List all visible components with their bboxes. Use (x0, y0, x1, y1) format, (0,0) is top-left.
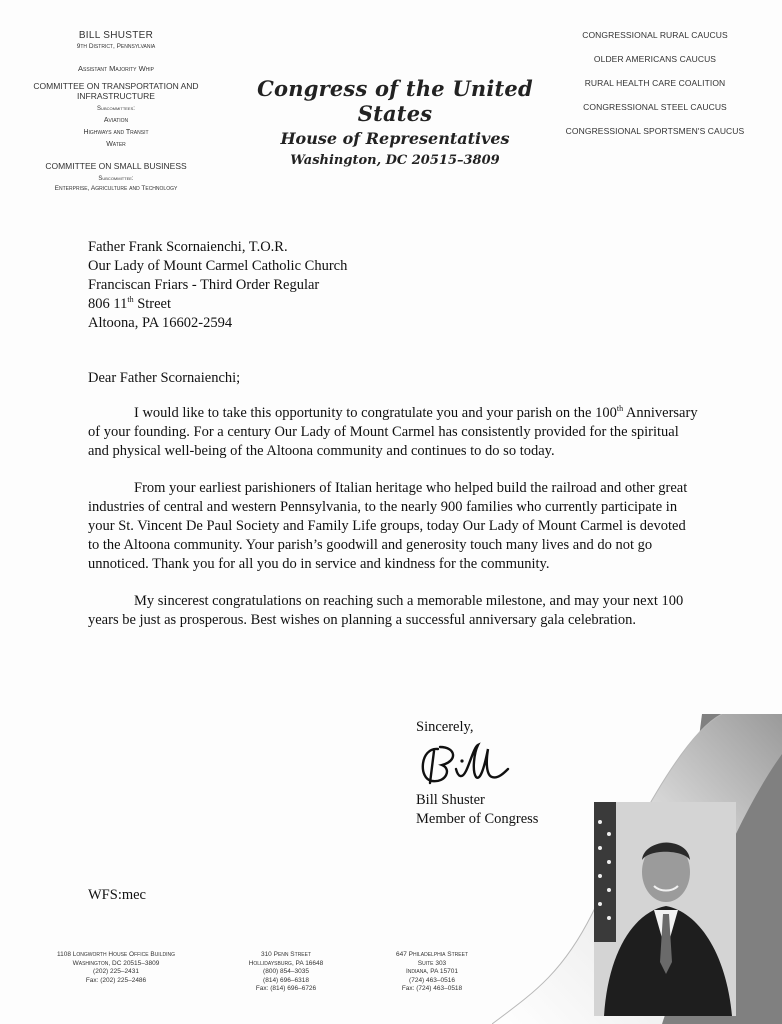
subcommittee-item: Aviation (103, 117, 129, 124)
office-washington (36, 951, 196, 985)
office-line: 647 Philadelphia Street (395, 951, 469, 958)
committee-small-business: COMMITTEE ON SMALL BUSINESS (45, 161, 187, 171)
caucus-item: CONGRESSIONAL SPORTSMEN'S CAUCUS (565, 126, 745, 136)
office-phone: (724) 463–0516 (409, 976, 455, 984)
office-phone: (800) 854–3035 (263, 968, 309, 975)
office-hollidaysburg (226, 951, 346, 994)
signer-title: Member of Congress (416, 811, 539, 827)
letterhead-left (30, 30, 202, 193)
caucus-item: CONGRESSIONAL RURAL CAUCUS (582, 30, 728, 40)
office-fax: Fax: (814) 696–6726 (255, 985, 317, 992)
role-label: Assistant Majority Whip (77, 64, 155, 73)
recipient-line: Our Lady of Mount Carmel Catholic Church (88, 258, 348, 274)
recipient-line (88, 295, 347, 314)
office-fax: Fax: (202) 225–2486 (85, 976, 147, 984)
office-line: Suite 303 (417, 959, 447, 967)
subcommittee-item: Highways and Transit (83, 129, 149, 136)
street-word: Street (133, 296, 172, 312)
recipient-address (88, 238, 347, 333)
office-line: 1108 Longworth House Office Building (57, 951, 175, 958)
office-phone: (202) 225–2431 (93, 968, 139, 975)
recipient-line: Altoona, PA 16602-2594 (88, 315, 233, 331)
paragraph: From your earliest parishioners of Italian heritage who helped build the railroad and other great industries of central and western Pennsylvania, to the nearly 900 families who currently participate in your St. Vincent De Paul Society and Family Life groups, today Our Lady of Mount Carmel is devoted to the Altoona community. Your parish’s goodwill and generosity touch many lives and do not go unnoticed. Thank you for all you do in service and kindness for the community. (88, 480, 688, 572)
caucus-item: OLDER AMERICANS CAUCUS (593, 54, 717, 64)
office-fax: Fax: (724) 463–0518 (401, 985, 463, 992)
house-address: Washington, DC 20515–3809 (290, 153, 500, 168)
house-title: House of Representatives (280, 129, 510, 148)
salutation: Dear Father Scornaienchi; (88, 370, 241, 386)
congressman-name: BILL SHUSTER (78, 30, 154, 41)
valediction: Sincerely, (416, 719, 474, 735)
paragraph-text: Anniversary of your founding. For a century Our Lady of Mount Carmel has consistently provided for the spiritual and physical well-being of the Altoona community and continues to do so today. (88, 405, 698, 459)
ordinal-suffix: th (616, 404, 624, 414)
office-indiana (372, 951, 492, 994)
ordinal-suffix: th (127, 295, 134, 305)
office-line: Indiana, PA 15701 (405, 968, 459, 975)
typist-initials: WFS:mec (88, 887, 146, 903)
congress-title: Congress of the United States (257, 76, 533, 126)
paragraph: My sincerest congratulations on reaching such a memorable milestone, and may your next 100 years be just as prosperous. Best wishes on planning a successful anniversary gala celebration. (88, 593, 684, 628)
letterhead-right (550, 30, 760, 150)
letterhead-center (230, 76, 560, 168)
paragraph (88, 404, 700, 461)
caucus-item: RURAL HEALTH CARE COALITION (584, 78, 726, 88)
subcommittee-item: Enterprise, Agriculture and Technology (54, 185, 178, 192)
letter-body (88, 404, 700, 648)
office-line: Hollidaysburg, PA 16648 (248, 959, 324, 967)
office-line: 310 Penn Street (260, 951, 312, 958)
office-phone: (814) 696–6318 (263, 976, 309, 984)
committee-transportation: COMMITTEE ON TRANSPORTATION AND INFRASTRUCTURE (33, 81, 199, 101)
recipient-line: Franciscan Friars - Third Order Regular (88, 277, 320, 293)
congressman-photo (594, 802, 736, 1016)
signer-name: Bill Shuster (416, 792, 485, 808)
district-label: 9th District, Pennsylvania (76, 43, 156, 50)
paragraph-text: I would like to take this opportunity to congratulate you and your parish on the 100 (134, 405, 617, 421)
recipient-line: Father Frank Scornaienchi, T.O.R. (88, 239, 288, 255)
subcommittee-label: Subcommittee: (98, 176, 134, 182)
subcommittees-label: Subcommittees: (97, 106, 135, 112)
street-number: 806 11 (88, 296, 128, 312)
subcommittee-item: Water (106, 141, 126, 148)
office-line: Washington, DC 20515–3809 (72, 959, 160, 967)
caucus-item: CONGRESSIONAL STEEL CAUCUS (583, 102, 727, 112)
